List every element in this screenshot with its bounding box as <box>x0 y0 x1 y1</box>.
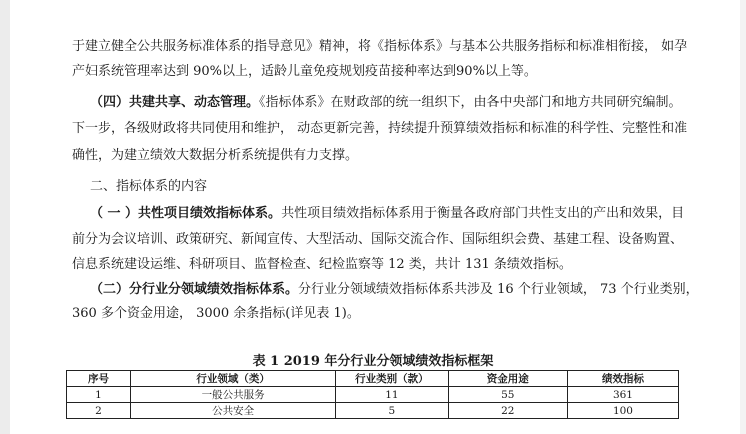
paragraph-line-7: （ 一 ）共性项目绩效指标体系。共性项目绩效指标体系用于衡量各政府部门共性支出的产出和效果，目 <box>90 206 685 221</box>
cell-sector: 公共安全 <box>131 403 336 419</box>
cell-indicators: 100 <box>567 403 678 419</box>
paragraph-line-3: （四）共建共享、动态管理。《指标体系》在财政部的统一组织下，由各中央部门和地方共同研究编制。 <box>90 95 682 110</box>
section-heading: 二、指标体系的内容 <box>90 179 208 194</box>
paragraph-line-8: 前分为会议培训、政策研究、新闻宣传、大型活动、国际交流合作、国际组织会费、基建工程、设备购置、 <box>72 232 684 247</box>
paragraph-line-1: 于建立健全公共服务标准体系的指导意见》精神，将《指标体系》与基本公共服务指标和标准相衔接， 如孕 <box>72 39 688 54</box>
table-header-row <box>67 371 679 387</box>
paragraph-line-10: （二）分行业分领域绩效指标体系。分行业分领域绩效指标体系共涉及 16 个行业领域， 73 个行业类别， <box>90 282 699 297</box>
paragraph-line-9: 信息系统建设运维、科研项目、监督检查、纪检监察等 12 类，共计 131 条绩效指标。 <box>72 257 572 272</box>
cell-fund-use: 55 <box>448 387 567 403</box>
paragraph-line-5: 确性，为建立绩效大数据分析系统提供有力支撑。 <box>72 148 359 163</box>
section-lead: （ 一 ）共性项目绩效指标体系。 <box>90 206 282 221</box>
table-row <box>67 403 679 419</box>
cell-category: 11 <box>336 387 448 403</box>
paragraph-line-11: 360 多个资金用途， 3000 余条指标(详见表 1)。 <box>72 306 360 321</box>
paragraph-line-4: 下一步，各级财政将共同使用和维护， 动态更新完善，持续提升预算绩效指标和标准的科学性、完整性和准 <box>72 121 688 136</box>
header-fund-use: 资金用途 <box>448 371 567 387</box>
table-row <box>67 387 679 403</box>
indicator-framework-table <box>66 370 679 419</box>
cell-index: 1 <box>67 387 131 403</box>
cell-sector: 一般公共服务 <box>131 387 336 403</box>
cell-indicators: 361 <box>567 387 678 403</box>
cell-index: 2 <box>67 403 131 419</box>
header-sector: 行业领域（类） <box>131 371 336 387</box>
table-title: 表 1 2019 年分行业分领域绩效指标框架 <box>252 354 494 369</box>
section-lead: （四）共建共享、动态管理。 <box>90 95 260 110</box>
section-lead: （二）分行业分领域绩效指标体系。 <box>90 282 299 297</box>
header-indicators: 绩效指标 <box>567 371 678 387</box>
header-index: 序号 <box>67 371 131 387</box>
header-category: 行业类别（款） <box>336 371 448 387</box>
cell-category: 5 <box>336 403 448 419</box>
cell-fund-use: 22 <box>448 403 567 419</box>
paragraph-line-2: 产妇系统管理率达到 90%以上，适龄儿童免疫规划疫苗接种率达到90%以上等。 <box>72 64 537 79</box>
